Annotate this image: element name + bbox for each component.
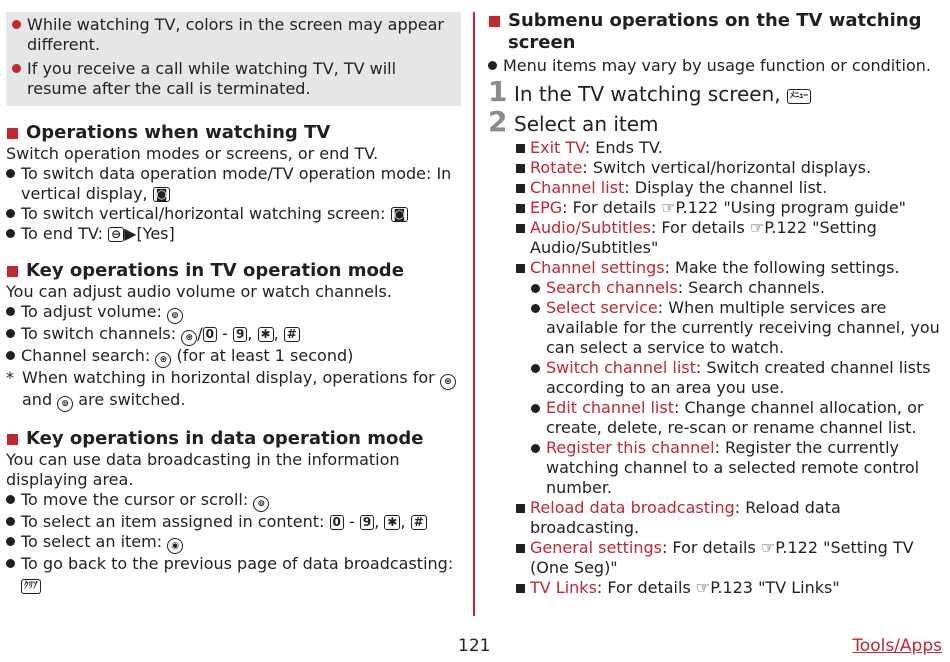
step-2: 2 Select an item xyxy=(488,105,659,138)
bullet-icon xyxy=(6,517,15,526)
submenu-item: EPG: For details ☞P.122 "Using program guide" xyxy=(514,198,944,218)
submenu-item: Rotate: Switch vertical/horizontal displays. xyxy=(514,158,944,178)
note-box xyxy=(6,12,461,106)
bullet-icon xyxy=(531,364,540,373)
bullet-icon xyxy=(531,404,540,413)
key-0-icon: 0 xyxy=(203,327,217,342)
item-square-icon xyxy=(516,264,525,273)
channel-key-icon: ⊛ xyxy=(181,330,197,346)
item-square-icon xyxy=(516,224,525,233)
section-heading: Operations when watching TV xyxy=(6,122,461,144)
channel-setting-item: Select service: When multiple services are available for the currently receiving channel, you can select a service to watch. xyxy=(530,298,944,358)
submenu-item: Channel settings: Make the following settings. xyxy=(514,258,944,278)
note-item: Menu items may vary by usage function or condition. xyxy=(488,56,944,76)
submenu-item: General settings: For details ☞P.122 "Setting TV (One Seg)" xyxy=(514,538,944,578)
end-key-icon: ⊖ xyxy=(108,227,124,242)
item-square-icon xyxy=(516,544,525,553)
section-heading: Key operations in TV operation mode xyxy=(6,260,461,282)
list-item: To select an item: ◉ xyxy=(6,532,461,554)
bullet-icon xyxy=(531,444,540,453)
section-intro: You can use data broadcasting in the information displaying area. xyxy=(6,450,400,489)
clear-key-icon: ｸﾘｱ xyxy=(21,579,41,594)
key-9-icon: 9 xyxy=(233,327,247,342)
page-number: 121 xyxy=(458,636,491,656)
list-item: To move the cursor or scroll: ⊚ xyxy=(6,490,461,512)
bullet-icon xyxy=(6,169,15,178)
key-9-icon: 9 xyxy=(360,515,374,530)
camera-key-icon: ◙ xyxy=(391,207,409,222)
heading-square-icon xyxy=(7,128,18,139)
list-item: To adjust volume: ⊚ xyxy=(6,302,461,324)
hash-key-icon: # xyxy=(284,327,300,342)
submenu-item: TV Links: For details ☞P.123 "TV Links" xyxy=(514,578,944,598)
bullet-icon xyxy=(6,307,15,316)
note-item: If you receive a call while watching TV, TV will resume after the call is terminated. xyxy=(12,59,455,99)
bullet-icon xyxy=(6,351,15,360)
item-square-icon xyxy=(516,184,525,193)
list-item: To go back to the previous page of data broadcasting: ｸﾘｱ xyxy=(6,554,461,594)
bullet-icon xyxy=(6,209,15,218)
star-key-icon: ✱ xyxy=(258,327,274,342)
heading-square-icon xyxy=(489,16,500,27)
submenu-item: Exit TV: Ends TV. xyxy=(514,138,944,158)
submenu-item: Reload data broadcasting: Reload data broadcasting. xyxy=(514,498,944,538)
section-link[interactable]: Tools/Apps xyxy=(852,636,942,656)
right-column xyxy=(488,10,944,598)
list-item: To end TV: ⊖ ▶[Yes] xyxy=(6,224,461,244)
channel-key-icon: ⊛ xyxy=(155,352,171,368)
channel-setting-item: Edit channel list: Change channel allocation, or create, delete, re-scan or rename channel list. xyxy=(530,398,944,438)
section-intro: Switch operation modes or screens, or end TV. xyxy=(6,144,379,163)
bullet-icon xyxy=(6,537,15,546)
arrow-icon: ▶ xyxy=(124,224,137,243)
channel-setting-item: Switch channel list: Switch created channel lists according to an area you use. xyxy=(530,358,944,398)
item-square-icon xyxy=(516,584,525,593)
bullet-icon xyxy=(531,304,540,313)
menu-key-icon: ﾒﾆｭｰ xyxy=(787,89,811,104)
star-key-icon: ✱ xyxy=(384,515,400,530)
footnote: * When watching in horizontal display, operations for ⊛ and ⊚ are switched. xyxy=(6,368,461,412)
channel-key-icon: ⊛ xyxy=(440,374,456,390)
left-column xyxy=(6,12,461,594)
volume-key-icon: ⊚ xyxy=(57,396,73,412)
camera-key-icon: ◙ xyxy=(153,187,171,202)
list-item: To switch channels: ⊛ / 0 - 9 , ✱ , # xyxy=(6,324,461,346)
item-square-icon xyxy=(516,144,525,153)
item-square-icon xyxy=(516,504,525,513)
list-item: To switch data operation mode/TV operation mode: In vertical display, ◙ xyxy=(6,164,461,204)
heading-square-icon xyxy=(7,434,18,445)
select-key-icon: ◉ xyxy=(167,538,183,554)
volume-key-icon: ⊚ xyxy=(253,496,269,512)
column-divider xyxy=(473,12,475,616)
bullet-icon xyxy=(6,229,15,238)
bullet-icon xyxy=(6,495,15,504)
step-1: 1 In the TV watching screen, ﾒﾆｭｰ xyxy=(488,80,944,108)
volume-key-icon: ⊚ xyxy=(167,308,183,324)
section-heading: Submenu operations on the TV watching screen xyxy=(488,10,944,54)
item-square-icon xyxy=(516,164,525,173)
channel-setting-item: Search channels: Search channels. xyxy=(530,278,944,298)
list-item: Channel search: ⊛ (for at least 1 second) xyxy=(6,346,461,368)
note-item: While watching TV, colors in the screen may appear different. xyxy=(12,15,455,55)
submenu-item: Channel list: Display the channel list. xyxy=(514,178,944,198)
list-item: To switch vertical/horizontal watching screen: ◙ xyxy=(6,204,461,224)
submenu-list xyxy=(514,138,944,598)
bullet-icon xyxy=(12,20,21,29)
bullet-icon xyxy=(6,559,15,568)
submenu-item: Audio/Subtitles: For details ☞P.122 "Setting Audio/Subtitles" xyxy=(514,218,944,258)
item-square-icon xyxy=(516,204,525,213)
bullet-icon xyxy=(6,329,15,338)
bullet-icon xyxy=(12,64,21,73)
list-item: To select an item assigned in content: 0 - 9 , ✱ , # xyxy=(6,512,461,532)
key-0-icon: 0 xyxy=(330,515,344,530)
channel-setting-item: Register this channel: Register the currently watching channel to a selected remote control number. xyxy=(530,438,944,498)
bullet-icon xyxy=(531,284,540,293)
section-heading: Key operations in data operation mode xyxy=(6,428,461,450)
section-intro: You can adjust audio volume or watch channels. xyxy=(6,282,392,301)
hash-key-icon: # xyxy=(411,515,427,530)
heading-square-icon xyxy=(7,266,18,277)
bullet-icon xyxy=(488,61,497,70)
